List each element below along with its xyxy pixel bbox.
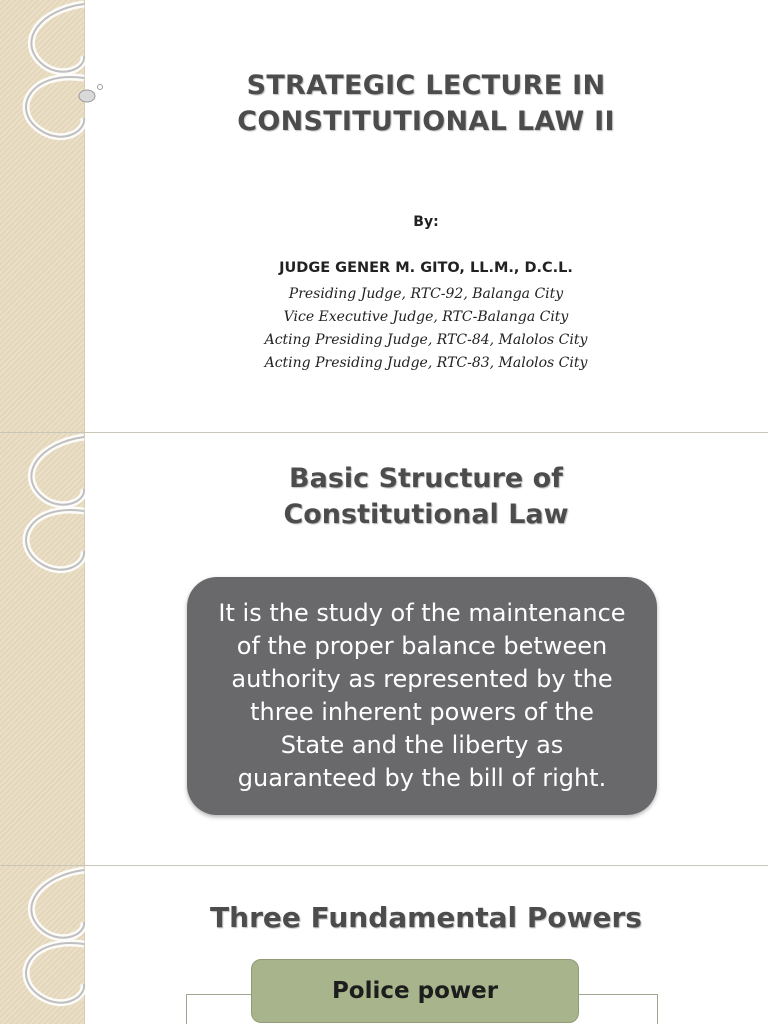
author-role: Acting Presiding Judge, RTC-84, Malolos City [264,332,588,348]
definition-line: State and the liberty as [280,731,564,759]
author-role: Presiding Judge, RTC-92, Balanga City [288,286,564,302]
definition-line: It is the study of the maintenance [218,599,626,627]
lecture-title-line-2: CONSTITUTIONAL LAW II [237,106,615,137]
slide-fundamental-powers [0,866,768,1024]
police-power-label: Police power [331,978,499,1004]
definition-line: authority as represented by the [231,665,613,693]
author-roles [84,283,768,375]
definition-line: guaranteed by the bill of right. [237,764,607,792]
lecture-title-line-1: STRATEGIC LECTURE IN [246,70,606,101]
police-power-box [251,959,579,1023]
definition-line: three inherent powers of the [250,698,594,726]
slide-heading-line-2: Constitutional Law [283,499,569,530]
definition-box [187,577,657,815]
ribbon-curl-icon [0,866,110,1024]
definition-line: of the proper balance between [236,632,608,660]
by-label: By: [413,214,439,230]
author-role: Acting Presiding Judge, RTC-83, Malolos City [264,355,588,371]
slide-basic-structure [0,433,768,865]
slide-title [0,0,768,432]
slide-heading: Three Fundamental Powers [210,901,642,934]
slide-heading-line-1: Basic Structure of [289,463,563,494]
slide-heading [84,461,768,533]
author-name: JUDGE GENER M. GITO, LL.M., D.C.L. [279,260,573,276]
author-role: Vice Executive Judge, RTC-Balanga City [283,309,569,325]
lecture-title [84,68,768,140]
